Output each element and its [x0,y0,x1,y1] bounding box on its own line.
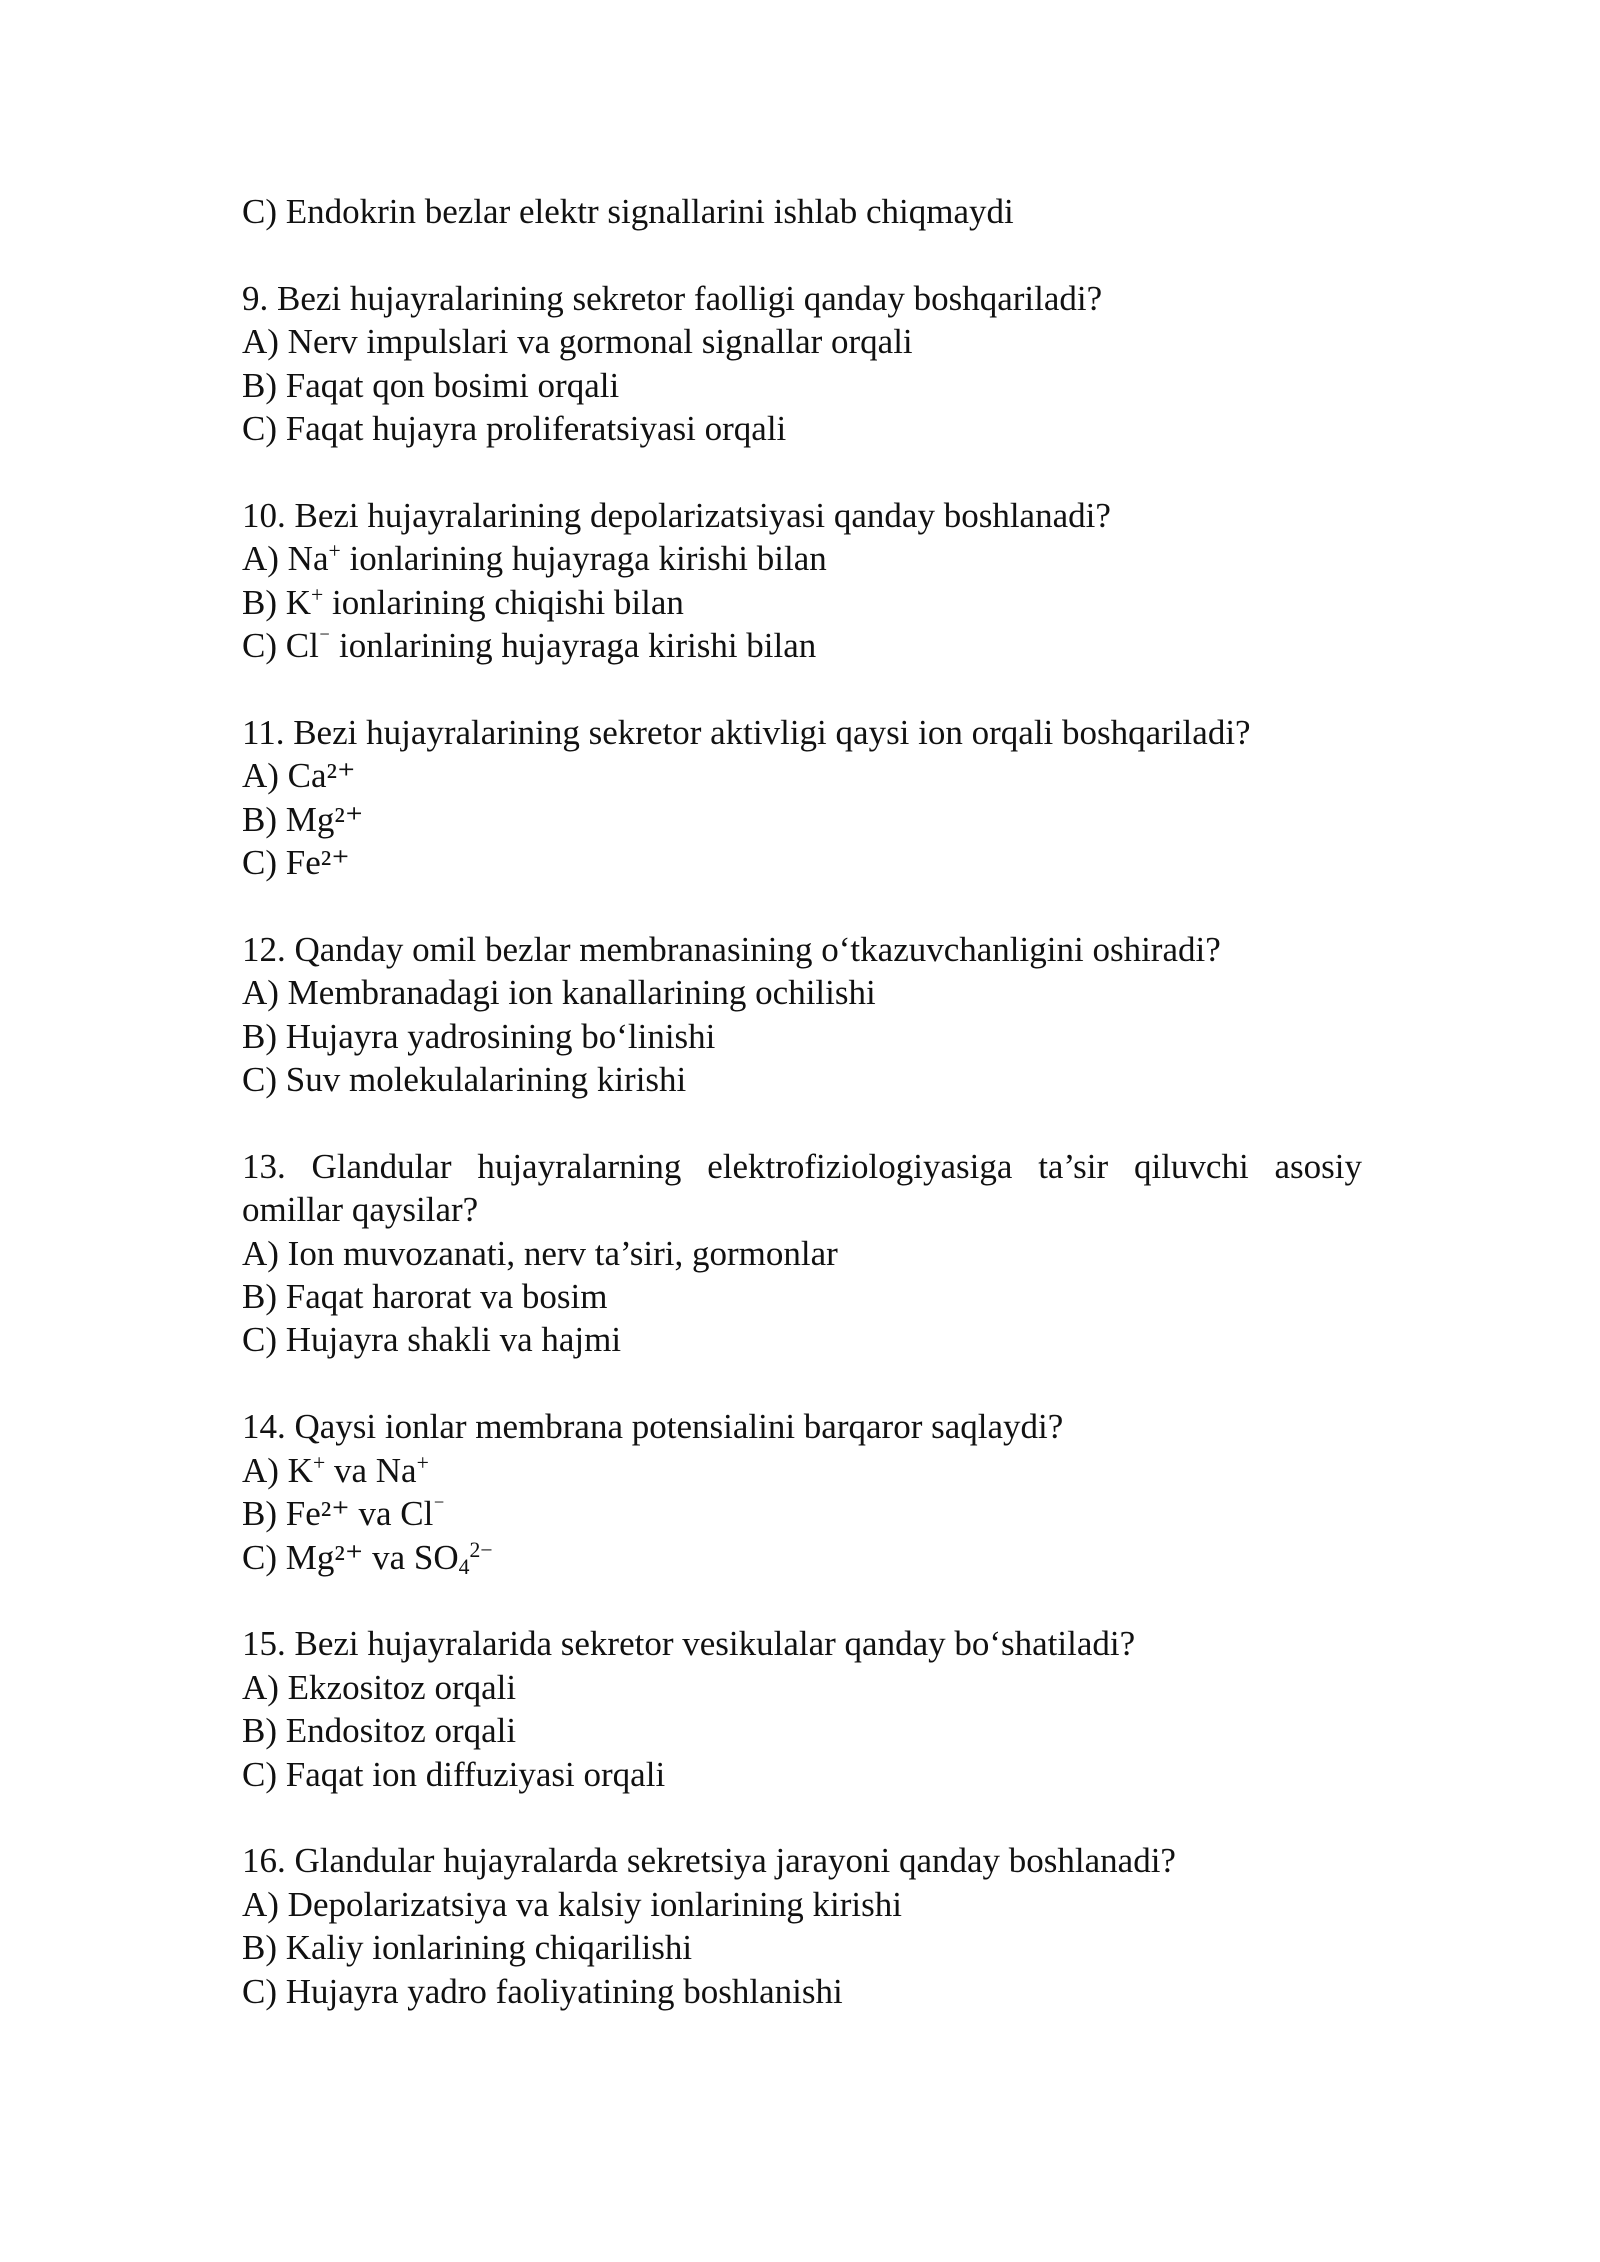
charge-superscript: ⁻ [433,1494,445,1519]
question-12-option-c: C) Suv molekulalarining kirishi [242,1060,687,1100]
question-14 [242,1405,1362,1579]
question-16-option-b: B) Kaliy ionlarining chiqarilishi [242,1928,693,1968]
question-13-text-line-1: 13. Glandular hujayralarning elektrofiziologiyasiga ta’sir qiluvchi asosiy [242,1146,1362,1186]
question-10 [242,494,1362,668]
question-14-option-b [242,1492,1362,1535]
question-11-option-a: A) Ca²⁺ [242,756,356,796]
option-b-suffix: ionlarining chiqishi bilan [323,582,684,622]
question-12 [242,928,1362,1102]
charge-superscript: + [311,582,324,607]
question-14-option-c [242,1536,1362,1579]
question-13-option-c: C) Hujayra shakli va hajmi [242,1320,622,1360]
option-a-middle: va Na [325,1450,417,1490]
question-9 [242,277,1362,451]
question-12-text: 12. Qanday omil bezlar membranasining o‘tkazuvchanligini oshiradi? [242,929,1221,969]
question-10-option-b [242,581,1362,624]
question-15-option-b: B) Endositoz orqali [242,1711,517,1751]
question-9-text: 9. Bezi hujayralarining sekretor faolligi qanday boshqariladi? [242,278,1103,318]
option-b-prefix: B) K [242,582,312,622]
question-13-text-line-2: omillar qaysilar? [242,1190,479,1230]
question-11-text: 11. Bezi hujayralarining sekretor aktivligi qaysi ion orqali boshqariladi? [242,712,1251,752]
option-a-prefix: A) Na [242,539,329,579]
question-16-option-c: C) Hujayra yadro faoliyatining boshlanishi [242,1971,843,2011]
question-12-option-a: A) Membranadagi ion kanallarining ochilishi [242,973,876,1013]
option-c-prefix: C) Cl [242,626,319,666]
charge-superscript: ⁻ [318,626,331,651]
charge-superscript: + [312,1450,326,1475]
formula-subscript: 4 [458,1554,470,1579]
question-10-text: 10. Bezi hujayralarining depolarizatsiyasi qanday boshlanadi? [242,495,1111,535]
question-14-text: 14. Qaysi ionlar membrana potensialini barqaror saqlaydi? [242,1407,1064,1447]
charge-superscript: + [328,539,341,564]
question-11-option-c: C) Fe²⁺ [242,843,350,883]
question-16-option-a: A) Depolarizatsiya va kalsiy ionlarining kirishi [242,1884,902,1924]
question-9-option-c: C) Faqat hujayra proliferatsiyasi orqali [242,409,787,449]
charge-superscript: + [416,1450,429,1475]
question-10-option-a [242,537,1362,580]
question-13 [242,1145,1362,1362]
lead-answer-line: C) Endokrin bezlar elektr signallarini ishlab chiqmaydi [242,192,1014,231]
question-11-option-b: B) Mg²⁺ [242,799,364,839]
question-10-option-c [242,624,1362,667]
option-a-suffix: ionlarining hujayraga kirishi bilan [340,539,827,579]
question-15-text: 15. Bezi hujayralarida sekretor vesikulalar qanday bo‘shatiladi? [242,1624,1136,1664]
option-c-prefix: C) Mg²⁺ va SO [242,1537,459,1577]
option-b-prefix: B) Fe²⁺ va Cl [242,1494,434,1534]
charge-superscript: 2− [469,1537,493,1562]
question-12-option-b: B) Hujayra yadrosining bo‘linishi [242,1016,716,1056]
question-15 [242,1622,1362,1796]
option-c-suffix: ionlarining hujayraga kirishi bilan [330,626,817,666]
question-11 [242,711,1362,885]
question-13-option-a: A) Ion muvozanati, nerv ta’siri, gormonlar [242,1233,838,1273]
question-15-option-a: A) Ekzositoz orqali [242,1667,517,1707]
quiz-content [242,190,1362,2013]
question-13-option-b: B) Faqat harorat va bosim [242,1277,608,1317]
question-14-option-a [242,1449,1362,1492]
question-16-text: 16. Glandular hujayralarda sekretsiya jarayoni qanday boshlanadi? [242,1841,1176,1881]
question-9-option-a: A) Nerv impulslari va gormonal signallar orqali [242,322,913,362]
question-16 [242,1839,1362,2013]
question-15-option-c: C) Faqat ion diffuziyasi orqali [242,1754,666,1794]
option-a-prefix: A) K [242,1450,313,1490]
question-9-option-b: B) Faqat qon bosimi orqali [242,365,620,405]
